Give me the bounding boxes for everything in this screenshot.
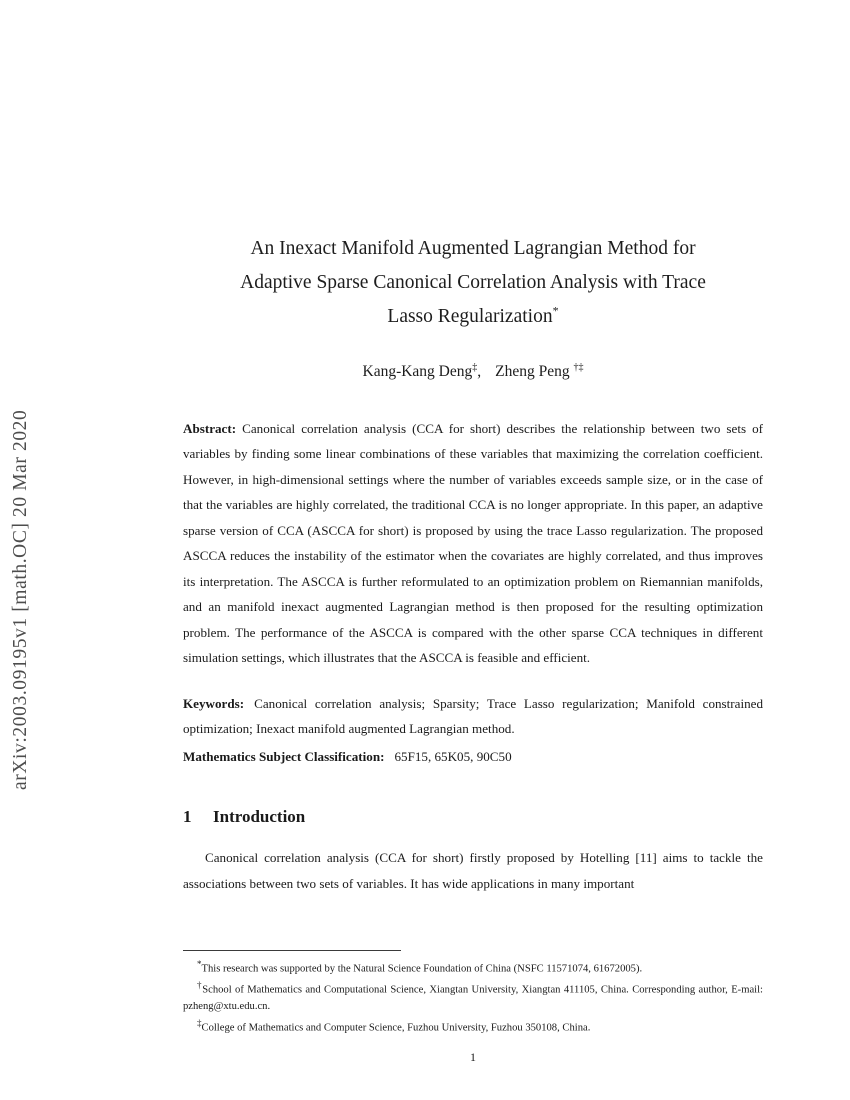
page-number: 1	[470, 1050, 476, 1064]
footnote-list	[183, 957, 763, 1036]
footnote-item	[183, 1016, 763, 1037]
author-two-name: Zheng Peng	[495, 363, 570, 381]
paper-page	[183, 0, 763, 1100]
section-number: 1	[183, 807, 192, 827]
section-heading-introduction	[183, 807, 763, 827]
footnote-marker: †	[197, 979, 203, 990]
footnote-divider	[183, 950, 401, 951]
abstract-label: Abstract:	[183, 420, 237, 436]
abstract-block	[183, 416, 763, 671]
footnote-text: This research was supported by the Natural Science Foundation of China (NSFC 11571074, 61672005).	[201, 963, 643, 975]
abstract-text: Canonical correlation analysis (CCA for short) describes the relationship between two sets of variables by finding some linear combinations of these variables that maximizing the correlation coefficient. However, in high-dimensional settings where the number of variables exceeds sample size, or in the case of that the variables are highly correlated, the traditional CCA is no longer appropriate. In this paper, an adaptive sparse version of CCA (ASCCA for short) is proposed by using the trace Lasso regularization. The proposed ASCCA reduces the instability of the estimator when the covariates are highly correlated, and thus improves its interpretation. The ASCCA is further reformulated to an optimization problem on Riemannian manifolds, and an manifold inexact augmented Lagrangian method is then proposed for the resulting optimization problem. The performance of the ASCCA is compared with the other sparse CCA techniques in different simulation settings, which illustrates that the ASCCA is feasible and efficient.	[183, 420, 763, 666]
title-footnote-marker: *	[552, 303, 559, 318]
footnote-text: School of Mathematics and Computational Science, Xiangtan University, Xiangtan 411105, China. Corresponding author, E-mail: pzheng@xtu.edu.cn.	[183, 984, 763, 1013]
keywords-label: Keywords:	[183, 695, 245, 711]
footnote-marker: *	[197, 959, 202, 969]
keywords-block	[183, 691, 763, 742]
author-list	[183, 362, 763, 381]
msc-label: Mathematics Subject Classification:	[183, 748, 385, 764]
section-title: Introduction	[213, 807, 306, 827]
keywords-text: Canonical correlation analysis; Sparsity; Trace Lasso regularization; Manifold constrained optimization; Inexact manifold augmented Lagrangian method.	[183, 695, 763, 737]
msc-text: 65F15, 65K05, 90C50	[394, 748, 512, 764]
title-line-2: Adaptive Sparse Canonical Correlation Analysis with Trace	[240, 272, 706, 294]
title-line-3-text: Lasso Regularization	[387, 306, 553, 328]
introduction-paragraph: Canonical correlation analysis (CCA for short) firstly proposed by Hotelling [11] aims to tackle the associations between two sets of variables. It has wide applications in many important	[183, 850, 763, 891]
arxiv-identifier-stamp: arXiv:2003.09195v1 [math.OC] 20 Mar 2020	[10, 409, 31, 790]
author-one-affiliation-marker: ‡	[472, 362, 478, 374]
msc-block	[183, 744, 763, 770]
author-one-name: Kang-Kang Deng	[362, 363, 473, 381]
footnote-item	[183, 957, 763, 978]
title-line-3	[183, 300, 763, 334]
footnote-item	[183, 978, 763, 1016]
author-two-affiliation-marker: †‡	[573, 362, 584, 374]
page-title	[183, 232, 763, 334]
author-separator: ,	[477, 363, 482, 381]
title-line-1: An Inexact Manifold Augmented Lagrangian Method for	[250, 238, 696, 259]
footnote-marker: ‡	[197, 1017, 202, 1028]
footnote-text: College of Mathematics and Computer Science, Fuzhou University, Fuzhou 350108, China.	[201, 1022, 591, 1034]
